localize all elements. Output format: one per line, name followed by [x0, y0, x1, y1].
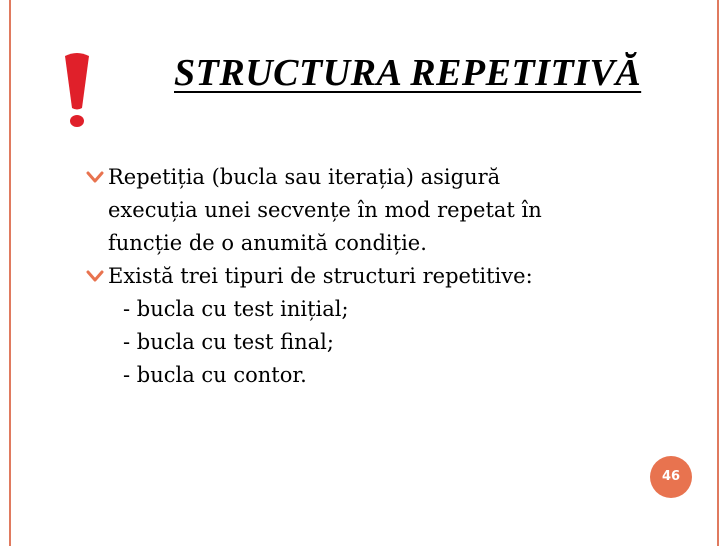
- sub-list-item: - bucla cu test final;: [123, 330, 334, 354]
- bullet-arrow-icon: [86, 267, 104, 285]
- slide-title: STRUCTURA REPETITIVĂ: [174, 52, 642, 94]
- bullet-line: funcție de o anumită condiție.: [108, 231, 427, 255]
- bullet-item: [86, 161, 686, 260]
- right-border-line: [717, 0, 719, 546]
- left-border-line: [9, 0, 11, 546]
- bullet-arrow-icon: [86, 168, 104, 186]
- bullet-line: execuția unei secvențe în mod repetat în: [108, 198, 542, 222]
- slide-content: [86, 161, 686, 392]
- bullet-line: Repetiția (bucla sau iterația) asigură: [108, 165, 501, 189]
- bullet-line: Există trei tipuri de structuri repetitive:: [108, 264, 533, 288]
- sub-list-item: - bucla cu test inițial;: [123, 297, 349, 321]
- sub-list-item: - bucla cu contor.: [123, 363, 307, 387]
- page-number-badge: 46: [650, 456, 692, 498]
- bullet-item: [86, 260, 686, 293]
- exclamation-icon: [62, 50, 92, 130]
